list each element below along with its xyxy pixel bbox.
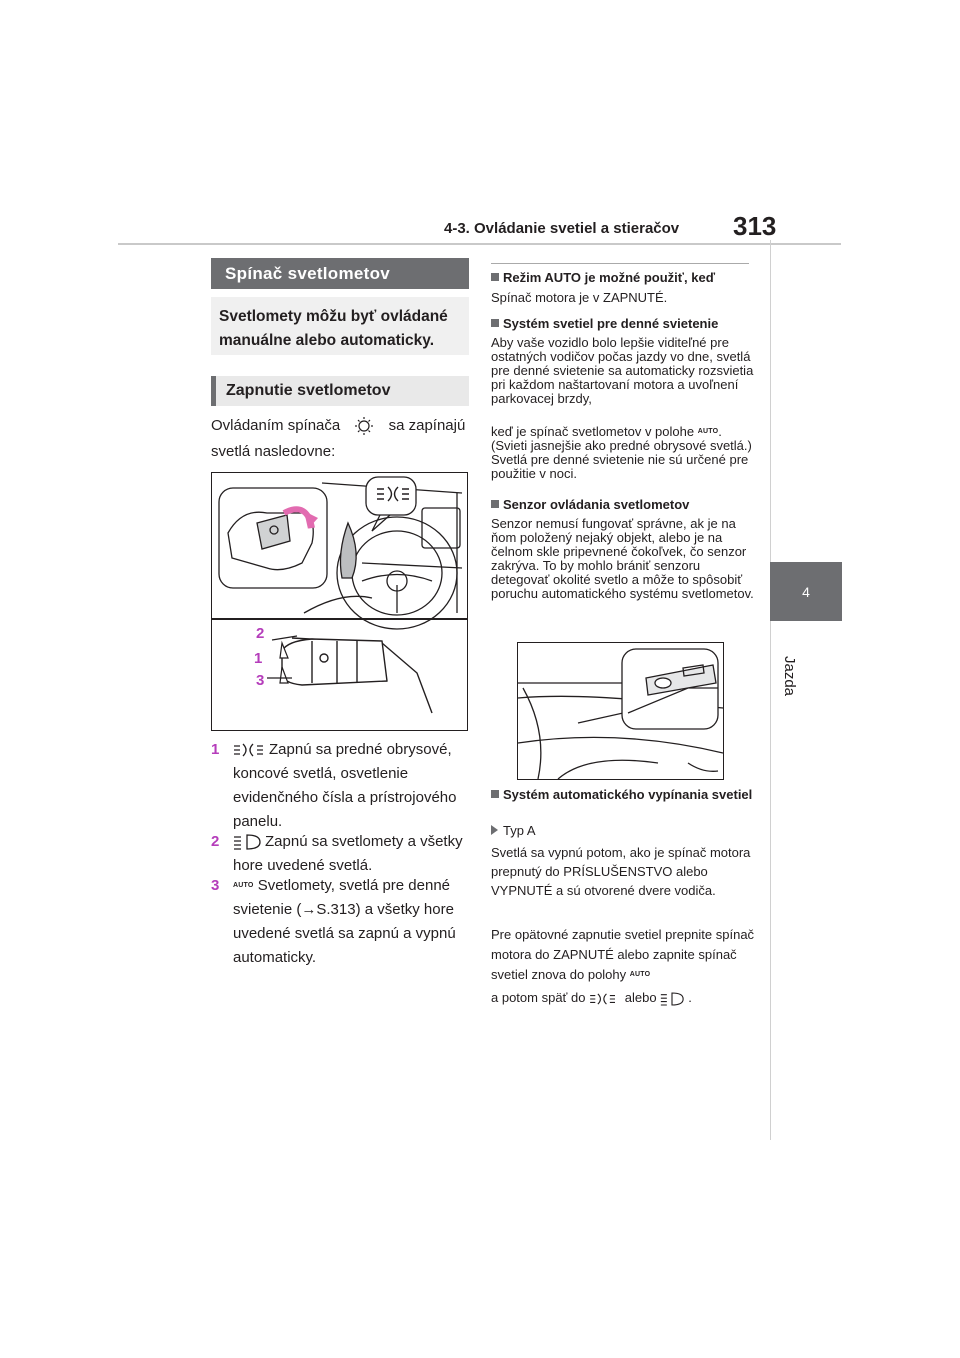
parking-lights-icon <box>589 993 617 1005</box>
list-item <box>211 874 476 970</box>
type-label <box>491 824 759 838</box>
sub-heading <box>211 376 469 406</box>
list-item <box>211 830 476 878</box>
section-text <box>491 990 759 1006</box>
heading-text: Systém svetiel pre denné svietenie <box>503 316 719 331</box>
item-number: 3 <box>211 877 220 894</box>
section-text <box>491 425 759 481</box>
headlight-icon <box>233 834 261 850</box>
text-main: Pre opätovné zapnutie svetiel prepnite spínač motora do ZAPNUTÉ alebo zapnite spínač svetiel znova do polohy <box>491 927 755 982</box>
sub-heading-text: Zapnutie svetlometov <box>226 382 391 399</box>
intro-box <box>211 297 469 355</box>
main-heading-text: Spínač svetlometov <box>225 263 391 283</box>
section-text: Aby vaše vozidlo bolo lepšie viditeľné pre ostatných vodičov počas jazdy vo dne, svetlá pre denné svietenie sa automaticky rozsvietia pri každom naštartovaní motora a uvoľnení parkovacej brzdy, <box>491 335 754 406</box>
item-text: Zapnú sa svetlomety a všetky hore uvedené svetlá. <box>233 833 463 874</box>
section-text: Senzor nemusí fungovať správne, ak je na ňom položený nejaký objekt, alebo je na čelnom skle pripevnené čokoľvek, čo senzor zakrýva. To by mohlo brániť senzoru detegovať okolité svetlo a môže to spôsobiť poruchu automatického systému svetlometov. <box>491 516 754 601</box>
right-rule <box>491 263 749 264</box>
list-item <box>211 738 476 834</box>
figure-label-2: 2 <box>256 625 265 642</box>
body-after: sa zapínajú svetlá nasledovne: <box>211 417 466 460</box>
square-bullet-icon <box>491 319 499 327</box>
figure-label-1: 1 <box>254 650 263 667</box>
square-bullet-icon <box>491 273 499 281</box>
section-text <box>491 925 759 985</box>
item-text: Svetlomety, svetlá pre denné svietenie (→S.313) a všetky hore uvedené svetlá sa zapnú a vypnú automaticky. <box>233 877 456 966</box>
sensor-illustration <box>518 643 723 779</box>
heading-text: Režim AUTO je možné použiť, keď <box>503 270 716 285</box>
square-bullet-icon <box>491 790 499 798</box>
section-heading <box>491 787 756 802</box>
light-switch-icon <box>344 416 384 436</box>
light-switch-figure <box>211 472 468 731</box>
text-after: . <box>688 990 692 1005</box>
chapter-number: 4 <box>802 583 810 600</box>
heading-text: Senzor ovládania svetlometov <box>503 497 690 512</box>
section-heading <box>491 270 756 285</box>
triangle-bullet-icon <box>491 825 498 835</box>
section-heading <box>491 316 756 331</box>
auto-icon: AUTO <box>697 428 719 435</box>
item-number: 2 <box>211 833 220 850</box>
square-bullet-icon <box>491 500 499 508</box>
section-title: 4-3. Ovládanie svetiel a stieračov <box>444 220 680 237</box>
heading-text: Systém automatického vypínania svetiel <box>503 787 753 802</box>
text-before: keď je spínač svetlometov v polohe <box>491 424 695 439</box>
light-switch-illustration <box>212 473 467 730</box>
auto-icon: AUTO <box>233 882 254 889</box>
text-after: . (Svieti jasnejšie ako predné obrysové svetlá.) Svetlá pre denné svietenie nie sú určené pre použitie v noci. <box>491 424 752 481</box>
body-paragraph <box>211 413 476 465</box>
auto-icon: AUTO <box>629 971 651 978</box>
chapter-label: Jazda <box>781 656 798 697</box>
main-heading <box>211 258 469 289</box>
header-rule <box>118 243 841 245</box>
section-text: Svetlá sa vypnú potom, ako je spínač motora prepnutý do PRÍSLUŠENSTVO alebo VYPNUTÉ a sú otvorené dvere vodiča. <box>491 845 751 898</box>
page-number: 313 <box>733 211 777 241</box>
item-text: Zapnú sa predné obrysové, koncové svetlá, osvetlenie evidenčného čísla a prístrojového panelu. <box>233 741 457 830</box>
sensor-figure <box>517 642 724 780</box>
section-heading <box>491 497 756 512</box>
intro-text: Svetlomety môžu byť ovládané manuálne alebo automaticky. <box>219 308 448 349</box>
item-number: 1 <box>211 741 220 758</box>
parking-lights-icon <box>233 743 265 757</box>
body-before: Ovládaním spínača <box>211 417 341 434</box>
headlight-icon <box>660 992 684 1006</box>
figure-label-3: 3 <box>256 672 265 689</box>
text-mid: alebo <box>624 990 657 1005</box>
chapter-tab[interactable] <box>770 562 842 621</box>
section-text: Spínač motora je v ZAPNUTÉ. <box>491 290 668 305</box>
text-before: a potom späť do <box>491 990 586 1005</box>
type-text: Typ A <box>503 823 536 838</box>
